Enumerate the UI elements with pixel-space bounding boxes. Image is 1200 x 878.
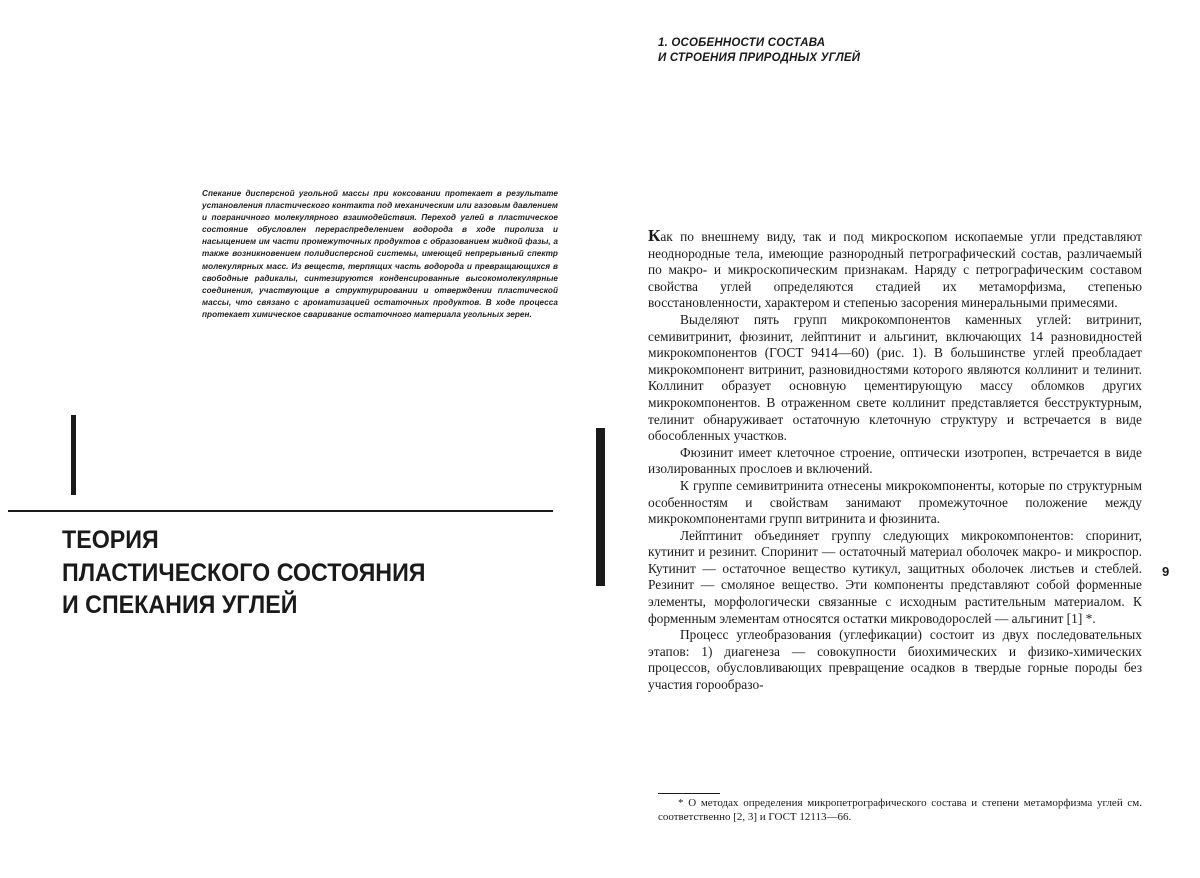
paragraph: Фюзинит имеет клеточное строение, оптически изотропен, встречается в виде изолированных прослоев и включений. <box>648 444 1142 477</box>
body-text <box>648 228 1142 694</box>
paragraph: Лейптинит объединяет группу следующих микрокомпонентов: споринит, кутинит и резинит. Споринит — остаточный материал оболочек макро- и микроспор. Кутинит — остаточное вещество кутикул, защитных оболочек листьев и стеблей. Резинит — смоляное вещество. Эти компоненты представляют собой форменные элементы, морфологически связанные с исходным растительным материалом. К форменным элементам относятся остатки микроводорослей — альгинит [1] *. <box>648 527 1142 626</box>
chapter-divider-rule <box>8 510 553 512</box>
chapter-title-line: ТЕОРИЯ <box>62 526 159 554</box>
footnote: * О методах определения микропетрографического состава и степени метаморфизма углей см. соответственно [2, 3] и ГОСТ 12113—66. <box>658 797 1142 823</box>
paragraph: Выделяют пять групп микрокомпонентов каменных углей: витринит, семивитринит, фюзинит, лейптинит и альгинит, включающих 14 разновидностей микрокомпонентов (ГОСТ 9414—60) (рис. 1). В большинстве углей преобладает микрокомпонент витринит, разновидностями которого являются коллинит и телинит. Коллинит образует основную цементирующую массу обломков других микрокомпонентов. В отраженном свете коллинит представляется бесструктурным, телинит обнаруживает остаточную клеточную структуру и встречается в виде обособленных участков. <box>648 311 1142 444</box>
page-number: 9 <box>1162 564 1170 579</box>
footnote-rule <box>658 793 720 794</box>
chapter-numeral-bar <box>71 415 76 495</box>
chapter-epigraph: Спекание дисперсной угольной массы при коксовании протекает в результате установления пластического контакта под механическим или газовым давлением и пограничного молекулярного взаимодействия. Переход углей в пластическое состояние обусловлен перераспределением водорода в ходе пиролиза и насыщением им части промежуточных продуктов с образованием жидкой фазы, а также возникновением полидисперсной системы, имеющей непрерывный спектр молекулярных масс. Из веществ, терпящих часть водорода и превращающихся в свободные радикалы, синтезируются конденсированные высокомолекулярные соединения, участвующие в структурировании и отверждении пластической массы, что связано с ароматизацией остаточных продуктов. В ходе процесса протекает химическое сваривание остаточного материала угольных зерен. <box>202 189 558 319</box>
chapter-title <box>62 524 527 622</box>
paragraph: К группе семивитринита отнесены микрокомпоненты, которые по структурным особенностям и свойствам занимают промежуточное положение между микрокомпонентами групп витринита и фюзинита. <box>648 477 1142 527</box>
section-heading-line: И СТРОЕНИЯ ПРИРОДНЫХ УГЛЕЙ <box>658 51 861 64</box>
chapter-title-line: ПЛАСТИЧЕСКОГО СОСТОЯНИЯ <box>62 558 426 587</box>
section-heading-line: 1. ОСОБЕННОСТИ СОСТАВА <box>658 37 826 49</box>
right-page <box>600 0 1200 878</box>
chapter-title-line: И СПЕКАНИЯ УГЛЕЙ <box>62 591 298 619</box>
paragraph: Процесс углеобразования (углефикации) состоит из двух последовательных этапов: 1) диагенеза — совокупности биохимических и физико-химических процессов, обусловливающих превращение осадков в твердые горные породы без участия горообразо- <box>648 627 1142 693</box>
paragraph: Как по внешнему виду, так и под микроскопом ископаемые угли представляют неоднородные тела, имеющие разнородный петрографический состав, различаемый по макро- и микроскопическим признакам. Наряду с петрографическим составом свойства углей определяются стадией их метаморфизма, степенью восстановленности, характером и степенью засорения минеральными примесями. <box>648 226 1142 311</box>
section-heading <box>658 36 860 65</box>
